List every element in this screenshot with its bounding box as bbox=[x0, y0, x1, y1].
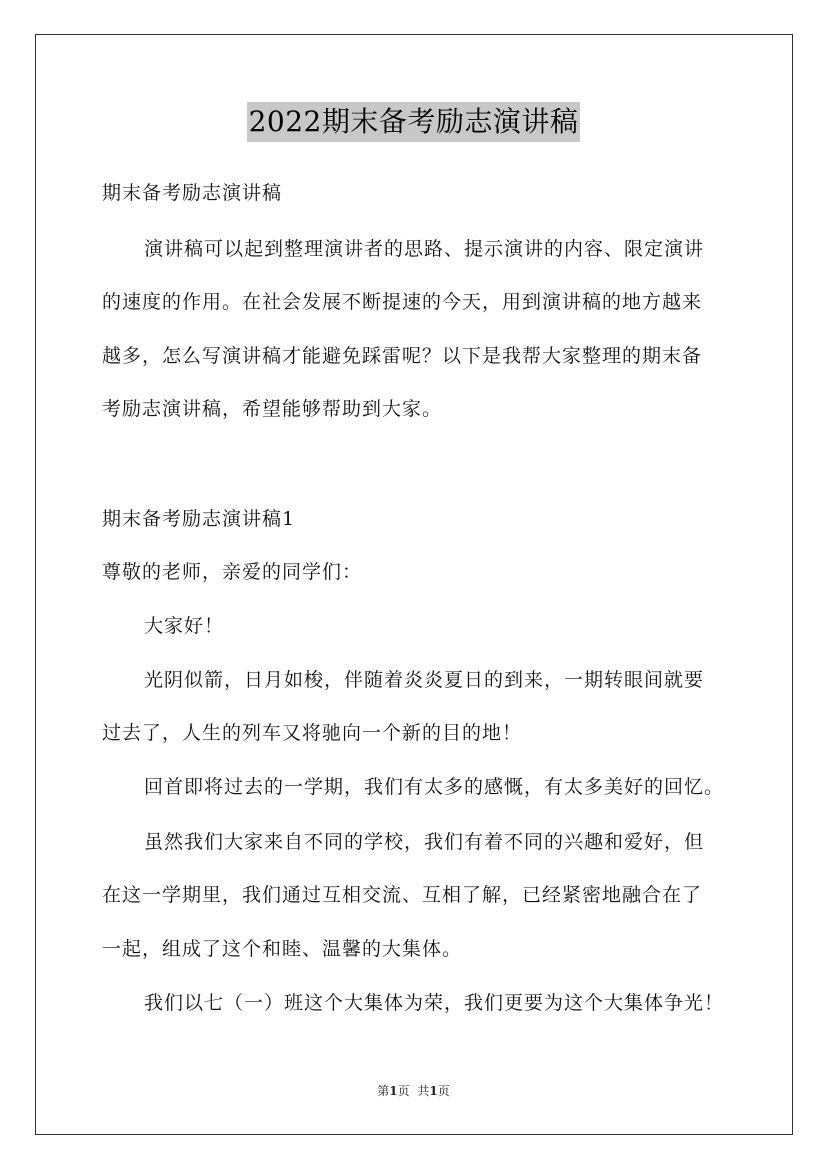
footer-page-suffix: 页 bbox=[397, 1084, 410, 1098]
body-line-4: 虽然我们大家来自不同的学校，我们有着不同的兴趣和爱好，但 bbox=[144, 831, 705, 853]
intro-line-3: 越多，怎么写演讲稿才能避免踩雷呢？以下是我帮大家整理的期末备 bbox=[102, 345, 703, 367]
footer-total-number: 1 bbox=[429, 1084, 438, 1098]
greeting: 大家好！ bbox=[144, 615, 225, 637]
body-line-7: 我们以七（一）班这个大集体为荣，我们更要为这个大集体争光！ bbox=[144, 992, 725, 1014]
title-container bbox=[0, 102, 827, 142]
intro-line-1: 演讲稿可以起到整理演讲者的思路、提示演讲的内容、限定演讲 bbox=[144, 238, 705, 260]
footer-total-prefix: 共 bbox=[417, 1084, 430, 1098]
footer-total-suffix: 页 bbox=[437, 1084, 450, 1098]
document-subtitle: 期末备考励志演讲稿 bbox=[102, 182, 283, 204]
footer-page-number: 1 bbox=[389, 1084, 398, 1098]
document-title: 2022期末备考励志演讲稿 bbox=[247, 102, 581, 142]
salutation: 尊敬的老师，亲爱的同学们： bbox=[102, 561, 363, 583]
intro-line-2: 的速度的作用。在社会发展不断提速的今天，用到演讲稿的地方越来 bbox=[102, 291, 703, 313]
body-line-3: 回首即将过去的一学期，我们有太多的感慨，有太多美好的回忆。 bbox=[144, 776, 725, 798]
intro-line-4: 考励志演讲稿，希望能够帮助到大家。 bbox=[102, 398, 443, 420]
page-footer bbox=[0, 1082, 827, 1100]
body-line-2: 过去了，人生的列车又将驰向一个新的目的地！ bbox=[102, 722, 523, 744]
body-line-6: 一起，组成了这个和睦、温馨的大集体。 bbox=[102, 938, 463, 960]
footer-page-prefix: 第 bbox=[377, 1084, 390, 1098]
body-line-1: 光阴似箭，日月如梭，伴随着炎炎夏日的到来，一期转眼间就要 bbox=[144, 669, 705, 691]
body-line-5: 在这一学期里，我们通过互相交流、互相了解，已经紧密地融合在了 bbox=[102, 884, 703, 906]
section-heading: 期末备考励志演讲稿1 bbox=[102, 508, 296, 530]
